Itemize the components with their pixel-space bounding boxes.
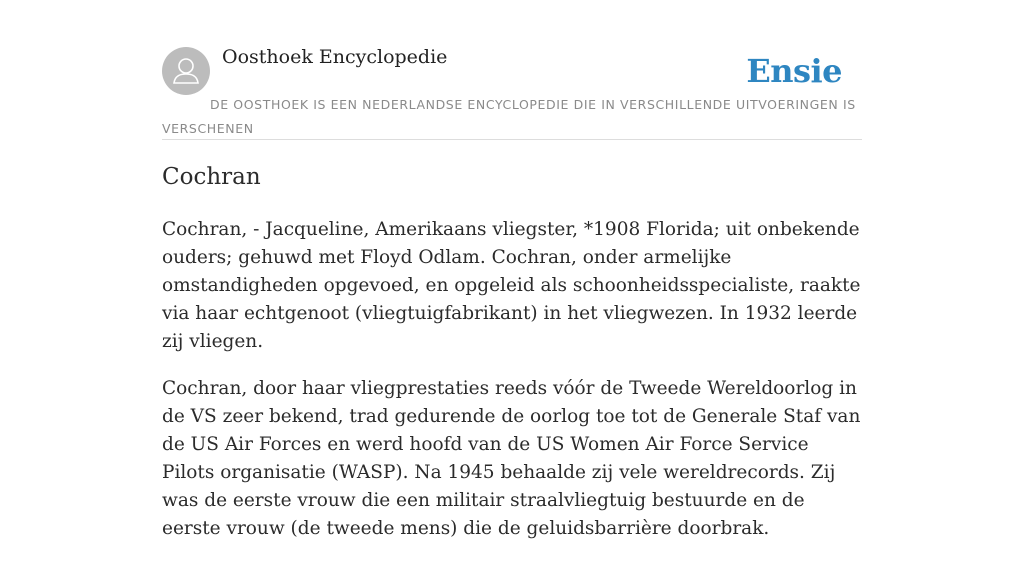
avatar[interactable] [162, 47, 210, 95]
site-tagline: DE OOSTHOEK IS EEN NEDERLANDSE ENCYCLOPEDIE DIE IN VERSCHILLENDE UITVOERINGEN IS VERSCHENEN [162, 97, 856, 136]
brand-logo[interactable]: Ensie [746, 52, 842, 90]
article-paragraph: Cochran, door haar vliegprestaties reeds vóór de Tweede Wereldoorlog in de VS zeer bekend, trad gedurende de oorlog toe tot de Generale Staf van de US Air Forces en werd hoofd van de US Women Air Force Service Pilots organisatie (WASP). Na 1945 behaalde zij vele wereldrecords. Zij was de eerste vrouw die een militair straalvliegtuig bestuurde en de eerste vrouw (de tweede mens) die de geluidsbarrière doorbrak. [162, 378, 861, 539]
site-title[interactable]: Oosthoek Encyclopedie [222, 46, 448, 68]
article-paragraph: Cochran, - Jacqueline, Amerikaans vliegster, *1908 Florida; uit onbekende ouders; gehuwd met Floyd Odlam. Cochran, onder armelijke omstandigheden opgevoed, en opgeleid als schoonheidsspecialiste, raakte via haar echtgenoot (vliegtuigfabrikant) in het vliegwezen. In 1932 leerde zij vliegen. [162, 219, 861, 352]
article-title: Cochran [162, 164, 261, 190]
article-body [162, 216, 864, 562]
header-divider [162, 139, 862, 140]
user-silhouette-icon [162, 47, 210, 95]
